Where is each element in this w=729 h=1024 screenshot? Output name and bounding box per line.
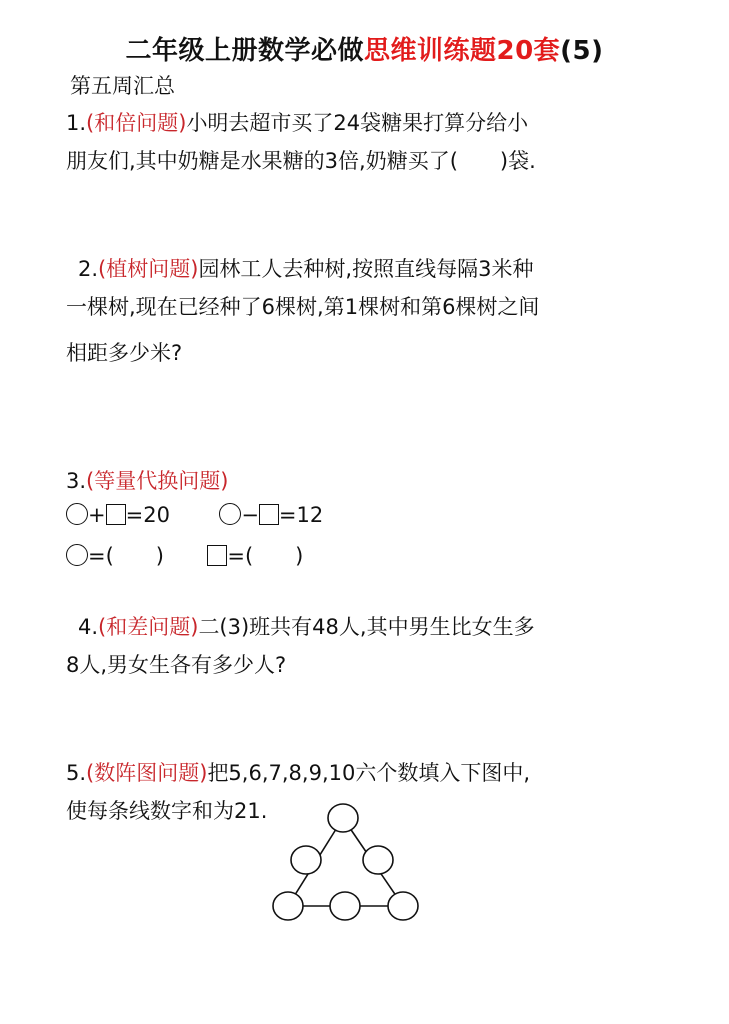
question-type-tag: (和差问题) (98, 615, 199, 639)
question-text: 一棵树,现在已经种了6棵树,第1棵树和第6棵树之间 (66, 295, 540, 319)
question-text: 使每条线数字和为21. (66, 799, 268, 823)
blank-circle-bottom-left (273, 892, 303, 920)
equation-result: =12 (278, 503, 324, 527)
minus-sign: − (241, 503, 259, 527)
question-type-tag: (植树问题) (98, 257, 199, 281)
circle-symbol (66, 544, 88, 566)
question-text: 8人,男女生各有多少人? (66, 653, 287, 677)
question-type-tag: (等量代换问题) (86, 469, 229, 493)
title-main: 二年级上册数学必做 (125, 36, 364, 66)
question-2-line-1 (78, 250, 678, 288)
question-number: 3. (66, 469, 87, 493)
question-1 (66, 104, 666, 180)
equation-row-2 (66, 540, 303, 570)
question-1-line-1 (66, 104, 666, 142)
question-type-tag: (和倍问题) (86, 111, 187, 135)
circle-symbol (66, 503, 88, 525)
equation-row-1 (66, 503, 323, 527)
blank-circle-top (328, 804, 358, 832)
question-text: 把5,6,7,8,9,10六个数填入下图中, (207, 761, 531, 785)
page-title (0, 30, 729, 67)
blank-circle-right-mid (363, 846, 393, 874)
question-2-cont (66, 288, 666, 372)
question-number: 5. (66, 761, 87, 785)
question-text: 朋友们,其中奶糖是水果糖的3倍,奶糖买了( )袋. (66, 149, 536, 173)
answer-blank: =( ) (88, 544, 164, 568)
title-set-number: (5) (560, 36, 604, 66)
title-highlight: 思维训练题20套 (363, 36, 561, 66)
blank-circle-left-mid (291, 846, 321, 874)
question-number: 4. (78, 615, 99, 639)
question-4-line-1 (78, 608, 678, 646)
square-symbol (207, 545, 227, 566)
week-summary-heading: 第五周汇总 (70, 74, 175, 98)
question-text: 园林工人去种树,按照直线每隔3米种 (198, 257, 534, 281)
answer-blank: =( ) (227, 544, 304, 568)
number-triangle-diagram (268, 800, 428, 924)
question-5-line-1 (66, 754, 666, 792)
equation-result: =20 (125, 503, 170, 527)
square-symbol (106, 504, 126, 525)
square-symbol (259, 504, 279, 525)
question-number: 2. (78, 257, 99, 281)
question-text: 小明去超市买了24袋糖果打算分给小 (186, 111, 529, 135)
question-text: 二(3)班共有48人,其中男生比女生多 (198, 615, 535, 639)
question-text: 相距多少米? (66, 341, 183, 365)
blank-circle-bottom-mid (330, 892, 360, 920)
circle-symbol (219, 503, 241, 525)
plus-sign: + (88, 503, 106, 527)
question-number: 1. (66, 111, 87, 135)
blank-circle-bottom-right (388, 892, 418, 920)
question-3 (66, 462, 666, 500)
question-2 (78, 250, 678, 288)
question-4-cont (66, 646, 666, 684)
question-4 (78, 608, 678, 646)
question-type-tag: (数阵图问题) (86, 761, 208, 785)
